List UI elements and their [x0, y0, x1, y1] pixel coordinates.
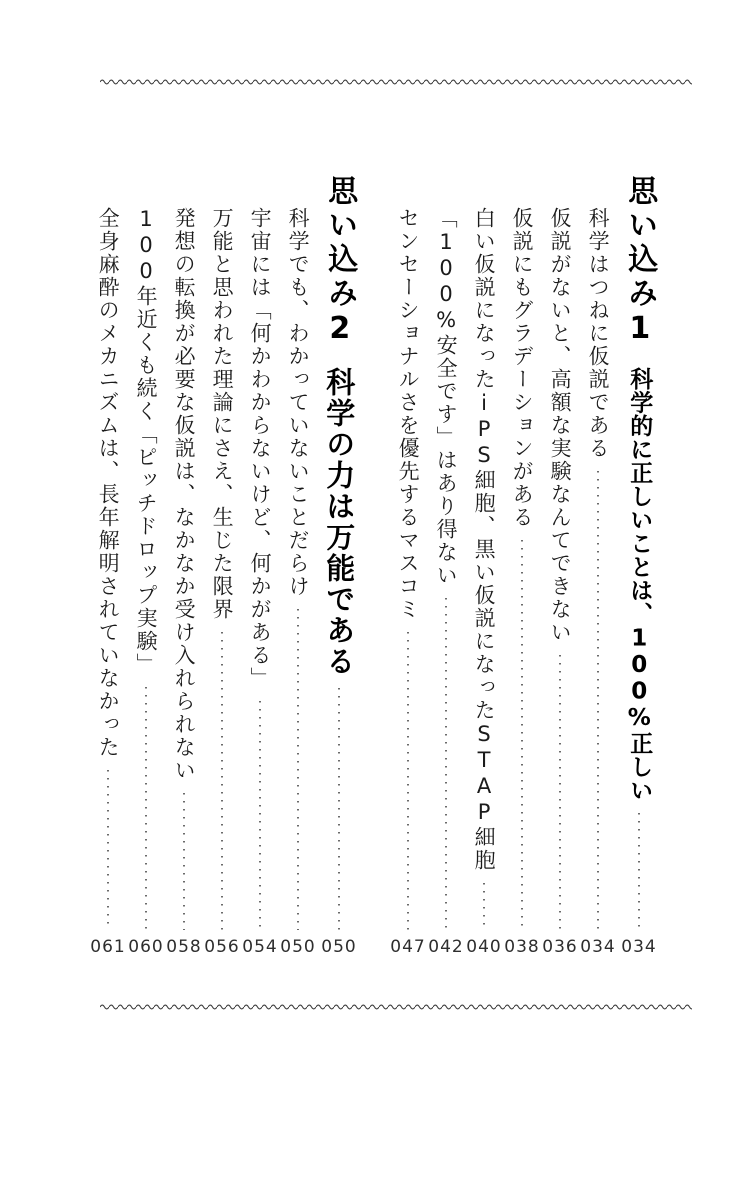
entry-title: 発想の転換が必要な仮説は、なかなか受け入れられない [172, 207, 197, 782]
wavy-divider-top [100, 77, 692, 87]
dotted-leader [597, 471, 599, 930]
section-heading-2 [317, 175, 361, 958]
toc-entry [389, 175, 427, 958]
page-number: 054 [242, 937, 278, 957]
toc-entry [165, 175, 203, 958]
section-heading-1 [617, 175, 661, 958]
page-number: 038 [504, 937, 540, 957]
dotted-leader [259, 701, 261, 930]
section-heading-2-text [322, 175, 357, 677]
page-number: 034 [580, 937, 616, 957]
toc-entry [541, 175, 579, 958]
entry-title: 仮説にもグラデーションがある [510, 207, 535, 529]
dotted-leader [221, 632, 223, 930]
page-number: 047 [390, 937, 426, 957]
entry-title: 100年近くも続く「ピッチドロップ実験」 [134, 207, 159, 676]
dotted-leader [407, 632, 409, 930]
toc-entry [579, 175, 617, 958]
toc-entry [465, 175, 503, 958]
entry-title: 万能と思われた理論にさえ、生じた限界 [210, 207, 235, 621]
section-subtitle: 科学的に正しいことは、100%正しい [626, 367, 653, 802]
page-number: 050 [280, 937, 316, 957]
page-number: 034 [621, 937, 657, 957]
page-number: 042 [428, 937, 464, 957]
entry-title: 宇宙には「何かわからないけど、何かがある」 [248, 207, 273, 690]
section-subtitle: 科学の力は万能である [322, 367, 357, 677]
dotted-leader [183, 793, 185, 930]
section-heading-1-text [622, 175, 657, 802]
table-of-contents [90, 175, 661, 958]
entry-title: 仮説がないと、高額な実験なんてできない [548, 207, 573, 644]
page-number: 056 [204, 937, 240, 957]
entry-title: 科学はつねに仮説である [586, 207, 611, 460]
section-label: 思い込み2 [322, 175, 358, 350]
entry-title: 白い仮説になったiPS細胞、黒い仮説になったSTAP細胞 [472, 207, 497, 872]
dotted-leader [297, 609, 299, 930]
dotted-leader [338, 688, 340, 930]
toc-entry [89, 175, 127, 958]
page-number: 036 [542, 937, 578, 957]
toc-entry [203, 175, 241, 958]
page-number: 058 [166, 937, 202, 957]
dotted-leader [483, 883, 485, 930]
wavy-divider-bottom [100, 1002, 692, 1012]
page-number: 060 [128, 937, 164, 957]
dotted-leader [559, 655, 561, 930]
toc-entry [279, 175, 317, 958]
dotted-leader [107, 770, 109, 930]
page-number: 040 [466, 937, 502, 957]
dotted-leader [521, 540, 523, 930]
toc-entry [427, 175, 465, 958]
dotted-leader [445, 598, 447, 930]
page-number: 061 [90, 937, 126, 957]
entry-title: センセーショナルさを優先するマスコミ [396, 207, 421, 621]
toc-entry [127, 175, 165, 958]
toc-entry [503, 175, 541, 958]
page-number: 050 [321, 937, 357, 957]
section-label: 思い込み1 [622, 175, 658, 350]
entry-title: 全身麻酔のメカニズムは、長年解明されていなかった [96, 207, 121, 759]
entry-title: 「100%安全です」はあり得ない [434, 207, 459, 587]
toc-entry [241, 175, 279, 958]
dotted-leader [638, 813, 640, 930]
dotted-leader [145, 687, 147, 930]
entry-title: 科学でも、わかっていないことだらけ [286, 207, 311, 598]
